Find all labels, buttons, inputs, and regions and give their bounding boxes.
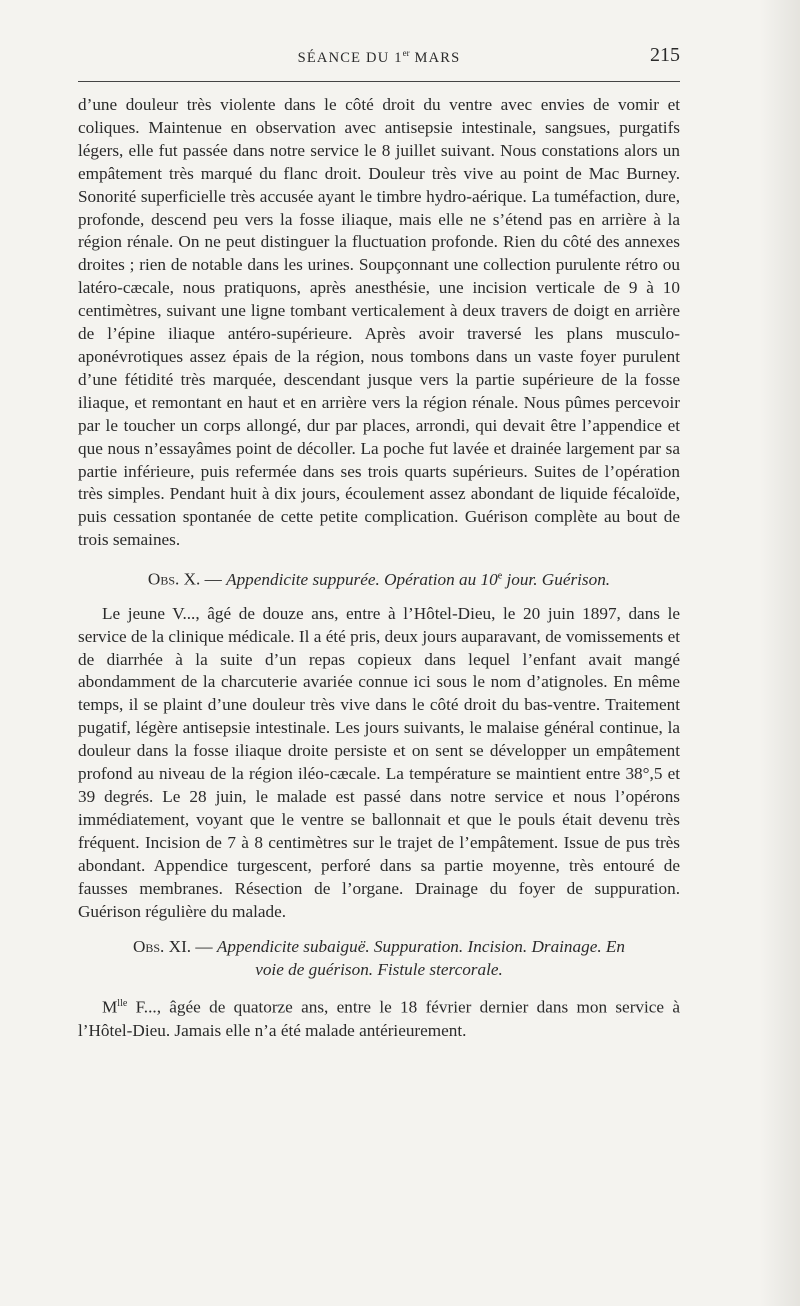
observation-x-dash: —	[200, 569, 227, 589]
observation-x-title-superscript: e	[497, 570, 503, 582]
running-head-superscript: er	[402, 48, 410, 58]
running-head-text: SÉANCE DU 1	[297, 49, 403, 66]
paragraph-observation-xi-title: M	[102, 998, 118, 1017]
running-head-month: MARS	[409, 49, 461, 66]
running-head	[78, 48, 680, 67]
page-number: 215	[650, 44, 680, 66]
observation-xi-heading	[78, 936, 680, 982]
page-edge-shadow	[760, 0, 800, 1306]
observation-x-title	[226, 570, 610, 589]
observation-xi-title-line2: voie de guérison. Fistule stercorale.	[255, 960, 503, 980]
observation-x-title-end: jour. Guérison.	[502, 569, 611, 589]
header-rule	[78, 81, 680, 82]
paragraph-observation-xi-text: F..., âgée de quatorze ans, entre le 18 février dernier dans mon service à l’Hôtel-Dieu. Jamais elle n’a été malade antérieurement.	[78, 998, 680, 1040]
observation-x-label: Obs. X.	[147, 569, 201, 589]
paragraph-observation-xi-superscript: lle	[117, 998, 128, 1010]
observation-xi-dash: —	[191, 937, 217, 957]
paragraph-continuation: d’une douleur très violente dans le côté droit du ventre avec envies de vomir et coliques. Maintenue en observation avec antisepsie intestinale, sangsues, purgatifs légers, elle fut passée dans notre service le 8 juillet suivant. Nous constations alors un empâtement très marqué du flanc droit. Douleur très vive au point de Mac Burney. Sonorité superficielle très accusée ayant le timbre hydro-aérique. La tuméfaction, dure, profonde, descend peu vers la fosse iliaque, mais elle ne s’étend pas en arrière à la région rénale. On ne peut distinguer la fluctuation profonde. Rien du côté des annexes droites ; rien de notable dans les urines. Soupçonnant une collection purulente rétro ou latéro-cæcale, nous pratiquons, après anesthésie, une incision verticale de 9 à 10 centimètres, suivant une ligne tombant verticalement à deux travers de doigt en arrière de l’épine iliaque antéro-supérieure. Après avoir traversé les plans musculo-aponévrotiques assez épais de la région, nous tombons dans un vaste foyer purulent d’une fétidité très marquée, descendant jusque vers la partie supérieure de la fosse iliaque, et remontant en haut et en arrière vers la région rénale. Nous pûmes percevoir par le toucher un corps allongé, dur par places, arrondi, qui devait être l’appendice et que nous n’essayâmes point de décoller. La poche fut lavée et drainée largement par sa partie inférieure, puis refermée dans ses trois quarts supérieurs. Suites de l’opération très simples. Pendant huit à dix jours, écoulement assez abondant de liquide fécaloïde, puis cessation spontanée de cette petite complication. Guérison complète au bout de trois semaines.	[78, 95, 680, 550]
page-header	[78, 44, 680, 74]
observation-xi-label: Obs. XI.	[132, 937, 192, 957]
paragraph-observation-x: Le jeune V..., âgé de douze ans, entre à l’Hôtel-Dieu, le 20 juin 1897, dans le service de la clinique médicale. Il a été pris, deux jours auparavant, de vomissements et de diarrhée à la suite d’un repas copieux dans lequel l’enfant avait mangé abondamment de la charcuterie avariée connue ici sous le nom d’atignoles. En même temps, il se plaint d’une douleur très vive dans le côté droit du bas-ventre. Traitement pugatif, légère antisepsie intestinale. Les jours suivants, le malaise général continue, la douleur dans la fosse iliaque droite persiste et on sent se développer un empâtement profond au niveau de la région iléo-cæcale. La température se maintient entre 38°,5 et 39 degrés. Le 28 juin, le malade est passé dans notre service et nous l’opérons immédiatement, voyant que le ventre se ballonnait et que le pouls était devenu très fréquent. Incision de 7 à 8 centimètres sur le trajet de l’empâtement. Issue de pus très abondant. Appendice turgescent, perforé dans sa partie moyenne, très entouré de fausses membranes. Résection de l’organe. Drainage du foyer de suppuration. Guérison régulière du malade.	[78, 603, 680, 921]
paragraph-observation-xi	[78, 993, 680, 1043]
observation-x-heading	[78, 565, 680, 592]
observation-xi-title-line1: Appendicite subaiguë. Suppuration. Incision. Drainage. En	[216, 937, 626, 957]
observation-x-title-text: Appendicite suppurée. Opération au 10	[226, 569, 498, 589]
body-text	[78, 94, 680, 1043]
